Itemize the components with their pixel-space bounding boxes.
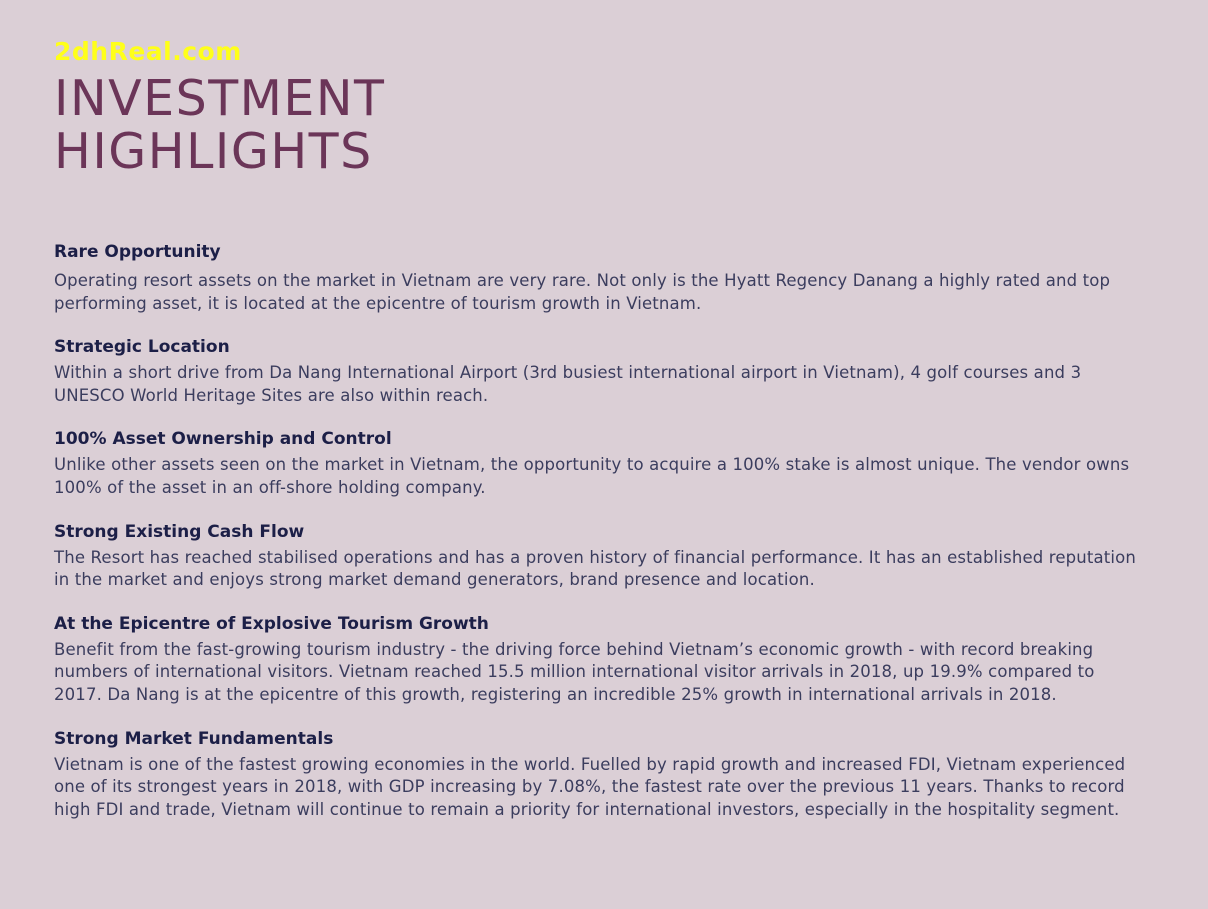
page-title-line-1: INVESTMENT — [54, 70, 386, 127]
section-heading: At the Epicentre of Explosive Tourism Growth — [54, 613, 489, 634]
highlights-list — [54, 241, 1144, 842]
section-heading: 100% Asset Ownership and Control — [54, 429, 392, 450]
section-body: Operating resort assets on the market in Vietnam are very rare. Not only is the Hyatt Regency Danang a highly rated and top performing asset, it is located at the epicentre of tourism growth in Vietnam. — [54, 271, 1111, 313]
section-body: Within a short drive from Da Nang International Airport (3rd busiest international airport in Vietnam), 4 golf courses and 3 UNESCO World Heritage Sites are also within reach. — [54, 363, 1082, 405]
section-body: Benefit from the fast-growing tourism industry - the driving force behind Vietnam’s economic growth - with record breaking numbers of international visitors. Vietnam reached 15.5 million international visitor arrivals in 2018, up 19.9% compared to 2017. Da Nang is at the epicentre of this growth, registering an incredible 25% growth in international arrivals in 2018. — [54, 639, 1095, 704]
page-title — [54, 72, 1154, 178]
highlight-section — [54, 728, 1144, 822]
section-body: The Resort has reached stabilised operations and has a proven history of financial performance. It has an established reputation in the market and enjoys strong market demand generators, brand presence and location. — [54, 547, 1136, 590]
highlight-section — [54, 428, 1144, 499]
section-heading: Strong Market Fundamentals — [54, 728, 334, 749]
section-heading: Strategic Location — [54, 337, 230, 358]
highlight-section — [54, 613, 1144, 707]
section-body: Vietnam is one of the fastest growing economies in the world. Fuelled by rapid growth and increased FDI, Vietnam experienced one of its strongest years in 2018, with GDP increasing by 7.08%, the fastest rate over the previous 11 years. Thanks to record high FDI and trade, Vietnam will continue to remain a priority for international investors, especially in the hospitality segment. — [54, 754, 1126, 819]
section-body: Unlike other assets seen on the market in Vietnam, the opportunity to acquire a 100% stake is almost unique. The vendor owns 100% of the asset in an off-shore holding company. — [54, 455, 1130, 497]
section-heading: Rare Opportunity — [54, 242, 221, 262]
section-heading: Strong Existing Cash Flow — [54, 521, 305, 542]
highlight-section — [54, 521, 1144, 592]
highlight-section — [54, 336, 1144, 407]
page-title-line-2: HIGHLIGHTS — [54, 123, 373, 180]
highlight-section — [54, 241, 1144, 315]
watermark-text: 2dhReal.com — [54, 37, 242, 66]
document-page — [54, 37, 1154, 819]
